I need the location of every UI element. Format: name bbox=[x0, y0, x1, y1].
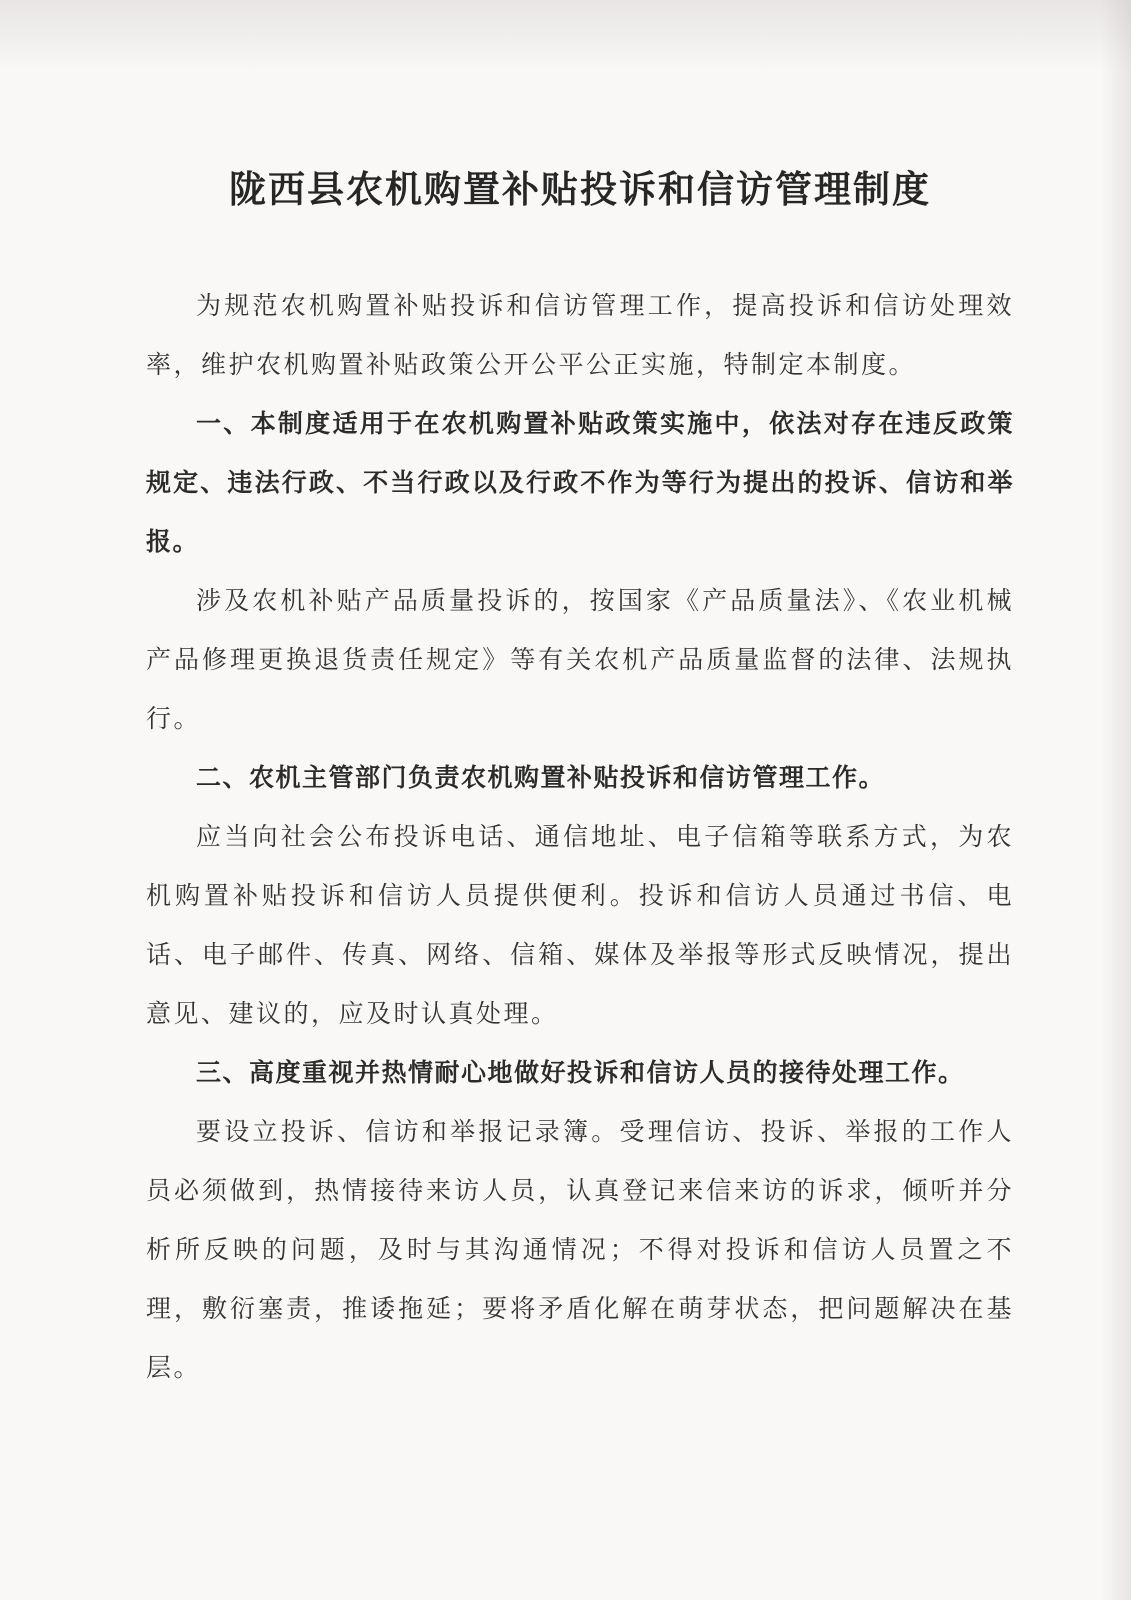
paragraph-intro: 为规范农机购置补贴投诉和信访管理工作，提高投诉和信访处理效率，维护农机购置补贴政策公开公平公正实施，特制定本制度。 bbox=[146, 291, 1014, 380]
paragraph-quality-complaints: 涉及农机补贴产品质量投诉的，按国家《产品质量法》、《农业机械产品修理更换退货责任规定》等有关农机产品质量监督的法律、法规执行。 bbox=[146, 586, 1014, 734]
paragraph-reception-duties: 要设立投诉、信访和举报记录簿。受理信访、投诉、举报的工作人员必须做到，热情接待来访人员，认真登记来信来访的诉求，倾听并分析所反映的问题，及时与其沟通情况；不得对投诉和信访人员置之不理，敷衍塞责，推诿拖延；要将矛盾化解在萌芽状态，把问题解决在基层。 bbox=[146, 1117, 1014, 1383]
document-body bbox=[146, 168, 1014, 1397]
scan-shadow-top bbox=[0, 0, 1131, 70]
section-heading-2: 二、农机主管部门负责农机购置补贴投诉和信访管理工作。 bbox=[196, 763, 886, 793]
section-heading-1: 一、本制度适用于在农机购置补贴政策实施中，依法对存在违反政策规定、违法行政、不当行政以及行政不作为等行为提出的投诉、信访和举报。 bbox=[146, 409, 1014, 557]
scan-shadow-right bbox=[1101, 0, 1131, 1600]
paragraph-contact-channels: 应当向社会公布投诉电话、通信地址、电子信箱等联系方式，为农机购置补贴投诉和信访人员提供便利。投诉和信访人员通过书信、电话、电子邮件、传真、网络、信箱、媒体及举报等形式反映情况，提出意见、建议的，应及时认真处理。 bbox=[146, 822, 1014, 1029]
document-title: 陇西县农机购置补贴投诉和信访管理制度 bbox=[229, 168, 931, 211]
section-heading-3: 三、高度重视并热情耐心地做好投诉和信访人员的接待处理工作。 bbox=[196, 1058, 965, 1088]
